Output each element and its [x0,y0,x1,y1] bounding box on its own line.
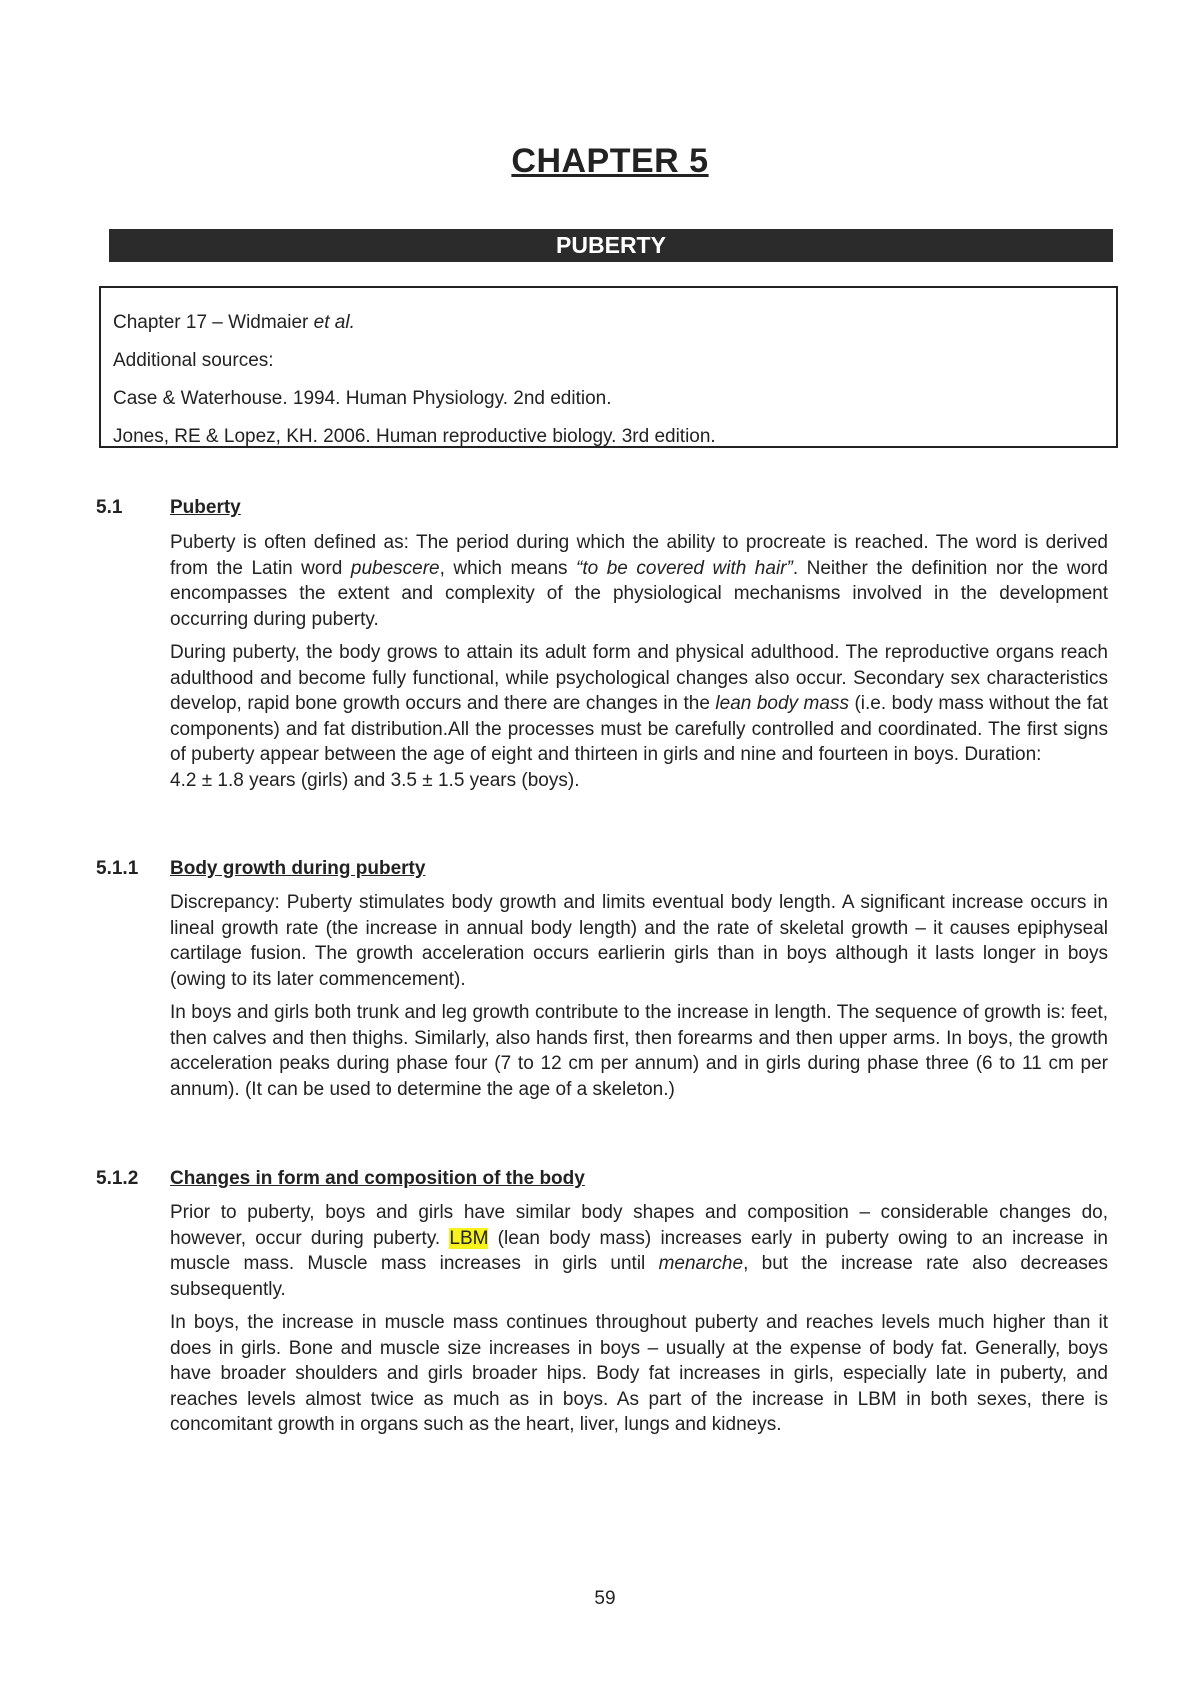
chapter-title: CHAPTER 5 [511,142,709,180]
additional-sources-label: Additional sources: [113,350,274,371]
section-title-5-1: Puberty [170,497,241,518]
paragraph-text: Puberty is often defined as: The period during which the ability to procreate is reached. The word is derived from the Latin word [170,532,1108,579]
paragraph-text: (i.e. body mass without the fat components) and fat distribution.All the processes must be carefully controlled and coordinated. The first signs of puberty appear between the age of eight and thirteen in girls and nine and fourteen in boys. Duration: [170,693,1108,765]
paragraph-5-1-2-b: In boys, the increase in muscle mass continues throughout puberty and reaches levels much higher than it does in girls. Bone and muscle size increases in boys – usually at the expense of body fat. Generally, boys have broader shoulders and girls broader hips. Body fat increases in girls, especially late in puberty, and reaches levels almost twice as much as in boys. As part of the increase in LBM in both sexes, there is concomitant growth in organs such as the heart, liver, lungs and kidneys. [170,1312,1108,1435]
italic-term: lean body mass [715,693,849,714]
primary-reference [113,304,1116,342]
paragraph-text: , which means [439,557,577,579]
paragraph-text: Prior to puberty, boys and girls have similar body shapes and composition – considerable changes do, however, occur during puberty. [170,1202,1108,1249]
paragraph-text: , but the increase rate also decreases subsequently. [170,1253,1108,1300]
paragraph-5-1-2-a [170,1200,1108,1302]
paragraph-5-1-b [170,640,1108,793]
quoted-meaning: “to be covered with hair” [576,557,793,579]
reference-source-2: Jones, RE & Lopez, KH. 2006. Human reproductive biology. 3rd edition. [113,426,716,447]
reference-source-1: Case & Waterhouse. 1994. Human Physiology. 2nd edition. [113,388,612,409]
italic-term: menarche [658,1253,744,1274]
section-title-5-1-2: Changes in form and composition of the body [170,1168,585,1189]
chapter-subtitle-bar: PUBERTY [109,229,1113,262]
primary-reference-text: Chapter 17 – Widmaier [113,312,314,333]
duration-text: 4.2 ± 1.8 years (girls) and 3.5 ± 1.5 years (boys). [170,769,580,791]
paragraph-5-1-a [170,530,1108,632]
paragraph-text: During puberty, the body grows to attain its adult form and physical adulthood. The reproductive organs reach adulthood and become fully functional, while psychological changes also occur. Secondary sex characteristics develop, rapid bone growth occurs and there are changes in the [170,642,1108,714]
section-number-5-1: 5.1 [96,497,123,518]
primary-reference-etal: et al. [313,312,355,333]
paragraph-5-1-1-b: In boys and girls both trunk and leg growth contribute to the increase in length. The sequence of growth is: feet, then calves and then thighs. Similarly, also hands first, then forearms and then upper arms. In boys, the growth acceleration peaks during phase four (7 to 12 cm per annum) and in girls during phase three (6 to 11 cm per annum). (It can be used to determine the age of a skeleton.) [170,1002,1108,1100]
section-number-5-1-2: 5.1.2 [96,1168,139,1189]
paragraph-5-1-1-a: Discrepancy: Puberty stimulates body growth and limits eventual body length. A significant increase occurs in lineal growth rate (the increase in annual body length) and the rate of skeletal growth – it causes epiphyseal cartilage fusion. The growth acceleration occurs earlierin girls than in boys although it lasts longer in boys (owing to its later commencement). [170,892,1108,990]
page-number: 59 [594,1588,616,1609]
highlighted-term: LBM [449,1227,489,1249]
paragraph-text: (lean body mass) increases early in puberty owing to an increase in muscle mass. Muscle mass increases in girls until [170,1227,1108,1274]
section-title-5-1-1: Body growth during puberty [170,858,426,879]
section-number-5-1-1: 5.1.1 [96,858,139,879]
latin-term: pubescere [350,557,440,579]
paragraph-text: . Neither the definition nor the word encompasses the extent and complexity of the physiological mechanisms involved in the development occurring during puberty. [170,557,1108,630]
reference-box [99,286,1118,448]
